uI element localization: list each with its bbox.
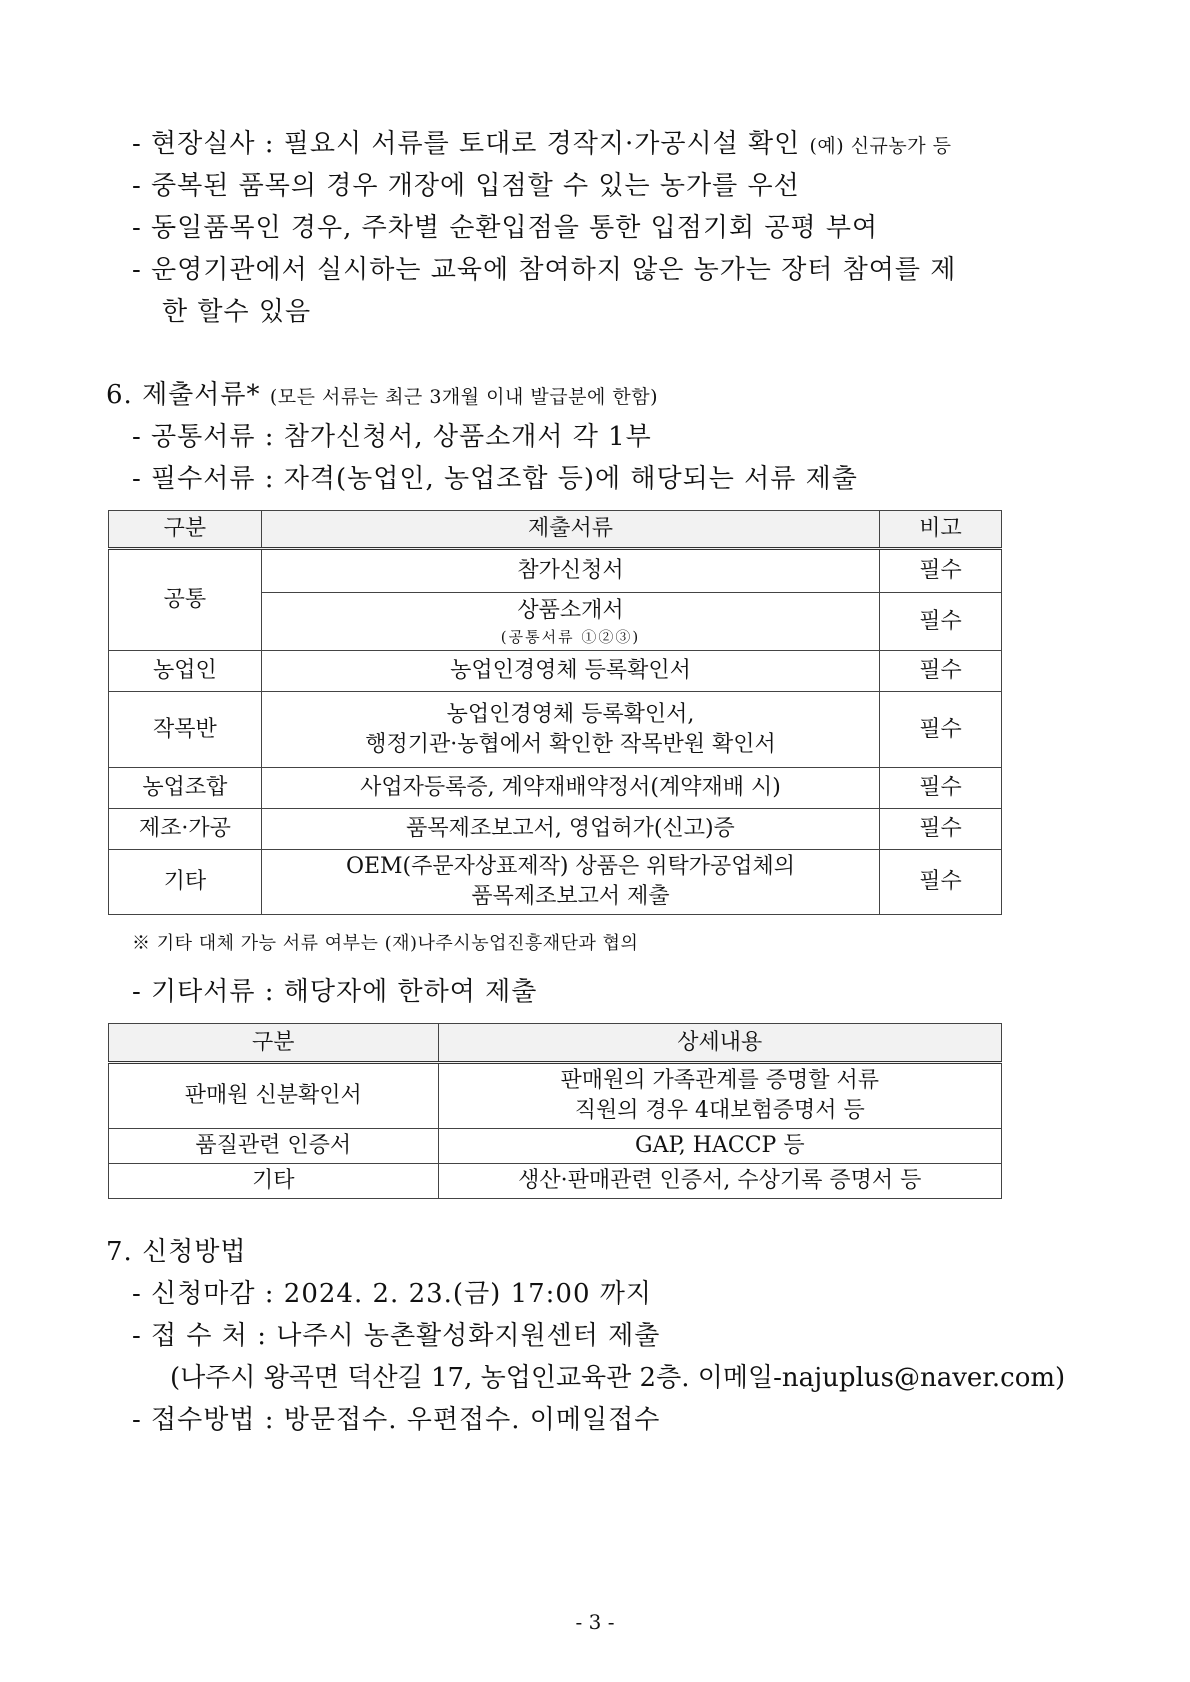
table1-document: 농업인경영체 등록확인서 — [261, 651, 879, 692]
table1-remark: 필수 — [880, 593, 1002, 651]
section-6-heading — [106, 379, 658, 413]
table1-document: 사업자등록증, 계약재배약정서(계약재배 시) — [261, 768, 879, 809]
table1-document — [261, 692, 879, 768]
item-field-inspection-example: (예) 신규농가 등 — [809, 135, 952, 157]
table1-document-main: 상품소개서 — [517, 597, 624, 623]
table1-document: 참가신청서 — [261, 549, 879, 593]
table1-header-remarks: 비고 — [880, 511, 1002, 549]
table1-remark: 필수 — [880, 549, 1002, 593]
table1-category: 농업인 — [109, 651, 262, 692]
table1-document — [261, 850, 879, 915]
table2-header-detail: 상세내용 — [438, 1024, 1001, 1063]
item-education-line1: - 운영기관에서 실시하는 교육에 참여하지 않은 농가는 장터 참여를 제 — [132, 255, 957, 285]
table2-category: 판매원 신분확인서 — [109, 1063, 439, 1129]
table1-remark: 필수 — [880, 651, 1002, 692]
table1-remark: 필수 — [880, 768, 1002, 809]
table2-detail: GAP, HACCP 등 — [438, 1129, 1001, 1164]
required-documents: - 필수서류 : 자격(농업인, 농업조합 등)에 해당되는 서류 제출 — [132, 464, 858, 494]
table1-remark: 필수 — [880, 850, 1002, 915]
table1-document-line2: 행정기관·농협에서 확인한 작목반원 확인서 — [365, 731, 776, 757]
table2-header-category: 구분 — [109, 1024, 439, 1063]
table2-detail-line1: 판매원의 가족관계를 증명할 서류 — [560, 1068, 880, 1093]
other-documents: - 기타서류 : 해당자에 한하여 제출 — [132, 977, 538, 1007]
table1-document-line1: 농업인경영체 등록확인서, — [446, 701, 695, 727]
item-field-inspection-text: - 현장실사 : 필요시 서류를 토대로 경작지·가공시설 확인 — [132, 129, 801, 159]
table-row — [109, 1063, 1002, 1129]
table-row — [109, 768, 1002, 809]
table-row — [109, 692, 1002, 768]
reception-office: - 접 수 처 : 나주시 농촌활성화지원센터 제출 — [132, 1321, 661, 1351]
table1-document-line2: 품목제조보고서 제출 — [471, 884, 670, 909]
section-7-heading: 7. 신청방법 — [106, 1237, 247, 1267]
table-row — [109, 809, 1002, 850]
table2-detail — [438, 1063, 1001, 1129]
table1-category: 공통 — [109, 549, 262, 651]
page-number: - 3 - — [575, 1610, 615, 1634]
common-documents: - 공통서류 : 참가신청서, 상품소개서 각 1부 — [132, 422, 652, 452]
table2-detail-line2: 직원의 경우 4대보험증명서 등 — [574, 1098, 865, 1123]
item-field-inspection — [132, 128, 952, 162]
item-education-line2: 한 할수 있음 — [162, 297, 312, 327]
required-documents-table — [108, 510, 1002, 915]
application-method: - 접수방법 : 방문접수. 우편접수. 이메일접수 — [132, 1405, 661, 1435]
table1-category: 제조·가공 — [109, 809, 262, 850]
table1-category: 작목반 — [109, 692, 262, 768]
table1-document-sub: (공통서류 ①②③) — [500, 627, 641, 646]
section-6-title: 6. 제출서류* — [106, 380, 261, 410]
table-row — [109, 549, 1002, 593]
table2-category: 기타 — [109, 1164, 439, 1199]
table2-category: 품질관련 인증서 — [109, 1129, 439, 1164]
table1-category: 기타 — [109, 850, 262, 915]
table1-document: 품목제조보고서, 영업허가(신고)증 — [261, 809, 879, 850]
section-6-note: (모든 서류는 최근 3개월 이내 발급분에 한함) — [269, 386, 658, 408]
table1-remark: 필수 — [880, 809, 1002, 850]
table-row — [109, 850, 1002, 915]
table1-category: 농업조합 — [109, 768, 262, 809]
table1-remark: 필수 — [880, 692, 1002, 768]
item-same-product-rotation: - 동일품목인 경우, 주차별 순환입점을 통한 입점기회 공평 부여 — [132, 213, 879, 243]
table1-header-category: 구분 — [109, 511, 262, 549]
table2-detail: 생산·판매관련 인증서, 수상기록 증명서 등 — [438, 1164, 1001, 1199]
footnote: ※ 기타 대체 가능 서류 여부는 (재)나주시농업진흥재단과 협의 — [132, 933, 639, 954]
other-documents-table — [108, 1023, 1002, 1199]
table-row — [109, 1129, 1002, 1164]
table-row — [109, 651, 1002, 692]
item-duplicate-product: - 중복된 품목의 경우 개장에 입점할 수 있는 농가를 우선 — [132, 171, 800, 201]
reception-address: (나주시 왕곡면 덕산길 17, 농업인교육관 2층. 이메일-najuplus@naver.com) — [170, 1363, 1066, 1393]
table1-header-documents: 제출서류 — [261, 511, 879, 549]
table-row — [109, 1164, 1002, 1199]
table1-document-line1: OEM(주문자상표제작) 상품은 위탁가공업체의 — [345, 854, 795, 879]
application-deadline: - 신청마감 : 2024. 2. 23.(금) 17:00 까지 — [132, 1279, 653, 1309]
table1-document — [261, 593, 879, 651]
